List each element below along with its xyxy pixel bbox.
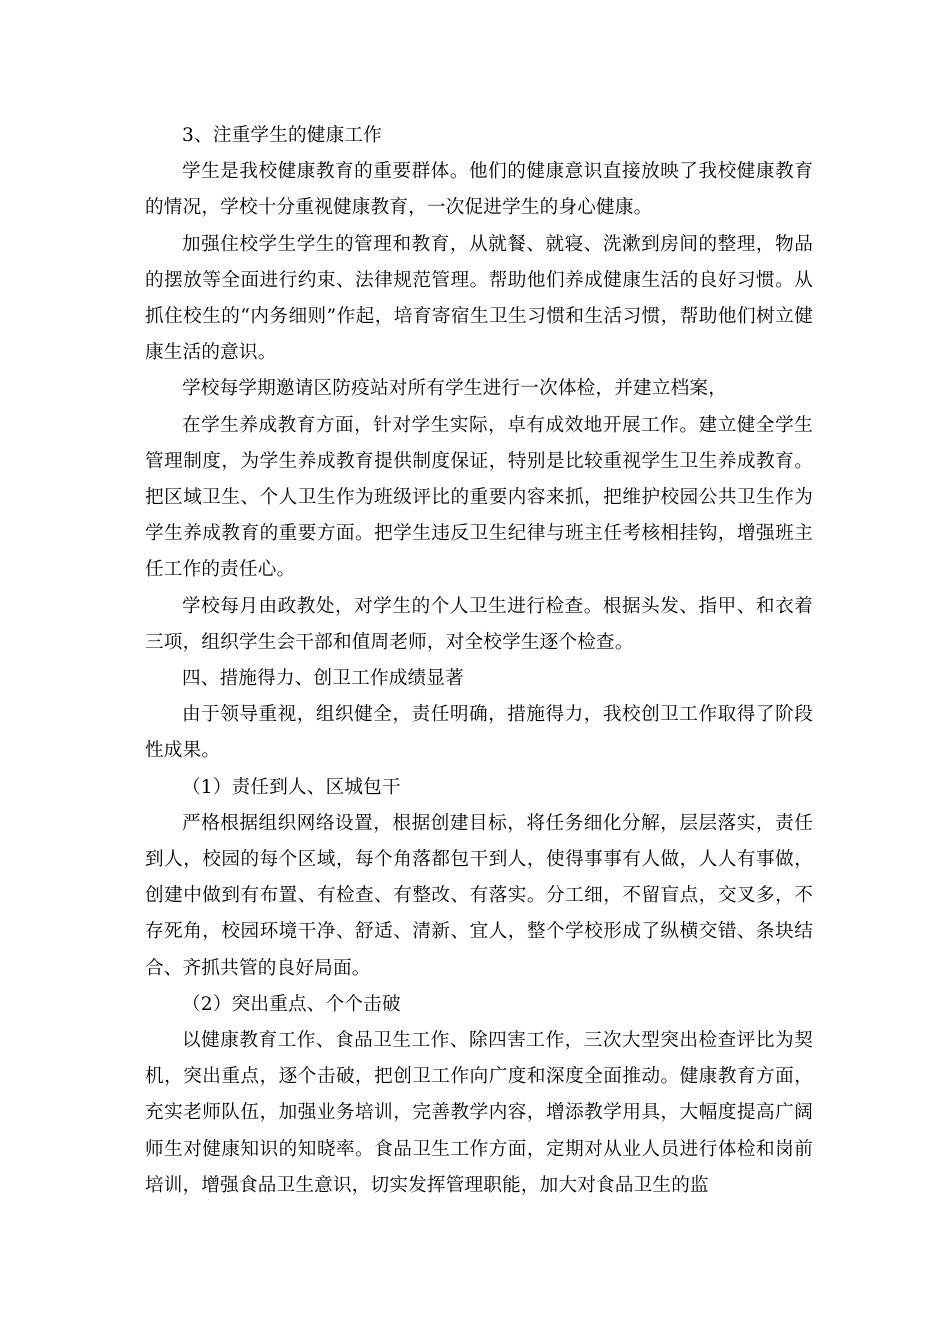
subheading-key-points: （2）突出重点、个个击破 bbox=[182, 993, 401, 1015]
paragraph-health-checkup: 学校每学期邀请区防疫站对所有学生进行一次体检，并建立档案， bbox=[182, 378, 728, 400]
section-heading-student-health: 3、注重学生的健康工作 bbox=[182, 125, 382, 146]
paragraph-boarding-management: 加强住校学生学生的管理和教育，从就餐、就寝、洗漱到房间的整理，物品的摆放等全面进行约束、法律规范管理。帮助他们养成健康生活的良好习惯。从抓住校生的“内务细则”作起，培育寄宿生卫生习惯和生活习惯，帮助他们树立健康生活的意识。 bbox=[145, 233, 813, 364]
document-body bbox=[145, 118, 813, 1204]
paragraph-key-points: 以健康教育工作、食品卫生工作、除四害工作，三次大型突出检查评比为契机，突出重点，逐个击破，把创卫工作向广度和深度全面推动。健康教育方面，充实老师队伍，加强业务培训，完善教学内容，增添教学用具，大幅度提高广阔师生对健康知识的知晓率。食品卫生工作方面，定期对从业人员进行体检和岗前培训，增强食品卫生意识，切实发挥管理职能，加大对食品卫生的监 bbox=[145, 1030, 813, 1196]
paragraph-responsibility: 严格根据组织网络设置，根据创建目标，将任务细化分解，层层落实，责任到人，校园的每个区域，每个角落都包干到人，使得事事有人做，人人有事做，创建中做到有布置、有检查、有整改、有落实。分工细，不留盲点，交叉多，不存死角，校园环境干净、舒适、清新、宜人，整个学校形成了纵横交错、条块结合、齐抓共管的良好局面。 bbox=[145, 812, 813, 979]
subheading-responsibility: （1）责任到人、区城包干 bbox=[182, 776, 401, 798]
paragraph-habit-education: 在学生养成教育方面，针对学生实际，卓有成效地开展工作。建立健全学生管理制度，为学生养成教育提供制度保证，特别是比较重视学生卫生养成教育。把区域卫生、个人卫生作为班级评比的重要内容来抓，把维护校园公共卫生作为学生养成教育的重要方面。把学生违反卫生纪律与班主任考核相挂钩，增强班主任工作的责任心。 bbox=[145, 414, 813, 581]
paragraph-student-group: 学生是我校健康教育的重要群体。他们的健康意识直接放映了我校健康教育的情况，学校十分重视健康教育，一次促进学生的身心健康。 bbox=[145, 161, 813, 219]
section-heading-measures: 四、措施得力、创卫工作成绩显著 bbox=[182, 668, 464, 690]
paragraph-monthly-inspection: 学校每月由政教处，对学生的个人卫生进行检查。根据头发、指甲、和衣着三项，组织学生会干部和值周老师，对全校学生逐个检查。 bbox=[145, 595, 813, 653]
paragraph-results: 由于领导重视，组织健全，责任明确，措施得力，我校创卫工作取得了阶段性成果。 bbox=[145, 704, 813, 762]
